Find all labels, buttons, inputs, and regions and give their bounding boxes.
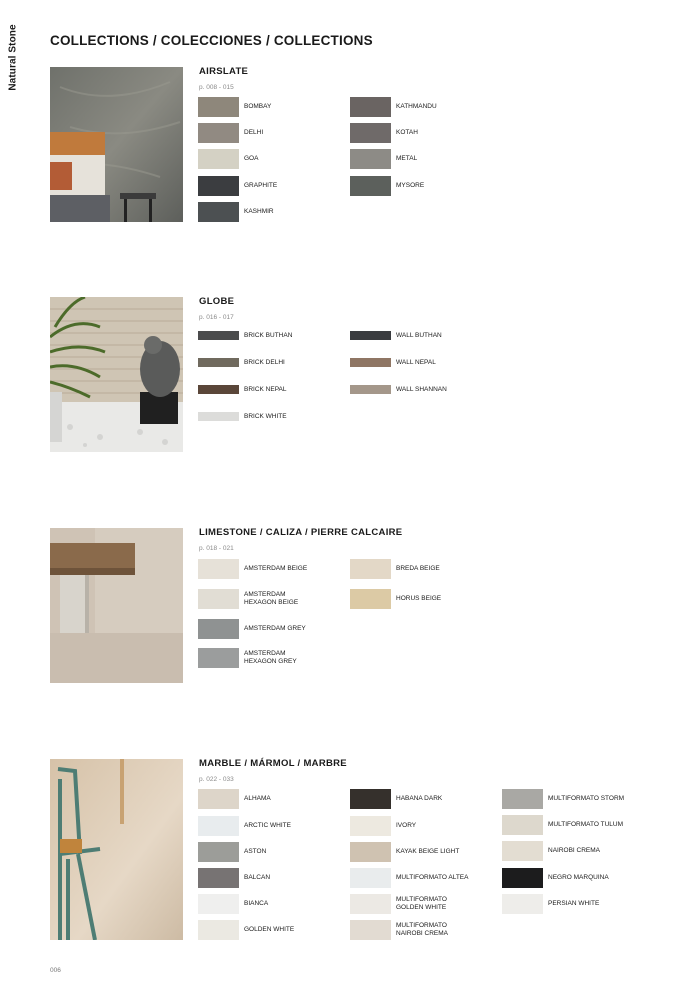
- product-name: MULTIFORMATO STORM: [548, 795, 625, 802]
- product-name: BRICK DELHI: [244, 359, 285, 366]
- product-swatch: [350, 589, 391, 609]
- product-name: WALL NEPAL: [396, 359, 436, 366]
- product-swatch: [350, 123, 391, 143]
- product-swatch: [198, 331, 239, 340]
- product-swatch: [350, 559, 391, 579]
- product-swatch: [198, 589, 239, 609]
- product-swatch: [198, 385, 239, 394]
- product-name: GOLDEN WHITE: [244, 926, 295, 933]
- product-swatch: [198, 894, 239, 914]
- product-name: DELHI: [244, 129, 264, 136]
- product-swatch: [198, 97, 239, 117]
- section-pages: p. 008 - 015: [199, 84, 234, 91]
- product-name: BREDA BEIGE: [396, 565, 440, 572]
- side-label: [4, 26, 24, 96]
- product-swatch: [198, 920, 239, 940]
- product-name: WALL SHANNAN: [396, 386, 447, 393]
- product-name: MULTIFORMATO TULUM: [548, 821, 623, 828]
- limestone-photo-image: [50, 528, 183, 683]
- section-title: MARBLE / MÁRMOL / MARBRE: [199, 758, 347, 769]
- product-name: HABANA DARK: [396, 795, 443, 802]
- product-swatch: [198, 149, 239, 169]
- section-title: GLOBE: [199, 296, 235, 307]
- section-title: LIMESTONE / CALIZA / PIERRE CALCAIRE: [199, 527, 403, 538]
- product-name: MULTIFORMATO ALTEA: [396, 874, 469, 881]
- product-name: MYSORE: [396, 182, 425, 189]
- product-name: IVORY: [396, 822, 417, 829]
- product-name: PERSIAN WHITE: [548, 900, 600, 907]
- product-swatch: [350, 149, 391, 169]
- marble-photo: [50, 759, 183, 940]
- limestone-photo: [50, 528, 183, 683]
- product-swatch: [502, 868, 543, 888]
- airslate-photo: [50, 67, 183, 222]
- product-name: NAIROBI CREMA: [548, 847, 601, 854]
- product-swatch: [502, 789, 543, 809]
- product-name: AMSTERDAM GREY: [244, 625, 306, 632]
- product-swatch: [198, 789, 239, 809]
- product-swatch: [350, 97, 391, 117]
- product-name: ALHAMA: [244, 795, 271, 802]
- product-swatch: [502, 841, 543, 861]
- product-name: GRAPHITE: [244, 182, 278, 189]
- product-swatch: [350, 176, 391, 196]
- page-title: COLLECTIONS / COLECCIONES / COLLECTIONS: [50, 33, 373, 48]
- section-pages: p. 022 - 033: [199, 776, 234, 783]
- product-swatch: [350, 789, 391, 809]
- product-swatch: [502, 894, 543, 914]
- section-title: AIRSLATE: [199, 66, 249, 77]
- product-swatch: [350, 385, 391, 394]
- product-swatch: [198, 816, 239, 836]
- product-name: METAL: [396, 155, 418, 162]
- product-name: KOTAH: [396, 129, 418, 136]
- product-name: AMSTERDAM HEXAGON BEIGE: [244, 591, 299, 606]
- product-name: HORUS BEIGE: [396, 595, 442, 602]
- product-swatch: [198, 176, 239, 196]
- globe-photo-image: [50, 297, 183, 452]
- product-swatch: [198, 842, 239, 862]
- product-swatch: [198, 868, 239, 888]
- product-name: MULTIFORMATO NAIROBI CREMA: [396, 922, 449, 937]
- product-name: KAYAK BEIGE LIGHT: [396, 848, 460, 855]
- product-name: BALCAN: [244, 874, 271, 881]
- globe-photo: [50, 297, 183, 452]
- product-swatch: [502, 815, 543, 835]
- product-name: BRICK WHITE: [244, 413, 287, 420]
- product-swatch: [350, 894, 391, 914]
- product-name: BRICK NEPAL: [244, 386, 287, 393]
- product-name: BRICK BUTHAN: [244, 332, 293, 339]
- side-label-text: Natural Stone: [7, 24, 19, 91]
- product-name: NEGRO MARQUINA: [548, 874, 609, 881]
- product-name: AMSTERDAM HEXAGON GREY: [244, 650, 297, 665]
- section-pages: p. 016 - 017: [199, 314, 234, 321]
- product-swatch: [198, 619, 239, 639]
- product-name: AMSTERDAM BEIGE: [244, 565, 308, 572]
- product-swatch: [198, 123, 239, 143]
- product-swatch: [350, 920, 391, 940]
- product-swatch: [350, 842, 391, 862]
- product-swatch: [198, 412, 239, 421]
- product-name: KATHMANDU: [396, 103, 437, 110]
- product-name: BOMBAY: [244, 103, 272, 110]
- section-pages: p. 018 - 021: [199, 545, 234, 552]
- product-name: KASHMIR: [244, 208, 274, 215]
- page-number: 006: [50, 967, 61, 974]
- product-name: WALL BUTHAN: [396, 332, 442, 339]
- marble-photo-image: [50, 759, 183, 940]
- product-name: ASTON: [244, 848, 267, 855]
- product-swatch: [198, 358, 239, 367]
- product-name: MULTIFORMATO GOLDEN WHITE: [396, 896, 447, 911]
- product-swatch: [350, 358, 391, 367]
- product-name: GOA: [244, 155, 259, 162]
- airslate-photo-image: [50, 67, 183, 222]
- product-swatch: [198, 559, 239, 579]
- product-name: ARCTIC WHITE: [244, 822, 291, 829]
- product-swatch: [198, 202, 239, 222]
- product-swatch: [350, 868, 391, 888]
- product-swatch: [350, 331, 391, 340]
- product-swatch: [198, 648, 239, 668]
- product-name: BIANCA: [244, 900, 269, 907]
- product-swatch: [350, 816, 391, 836]
